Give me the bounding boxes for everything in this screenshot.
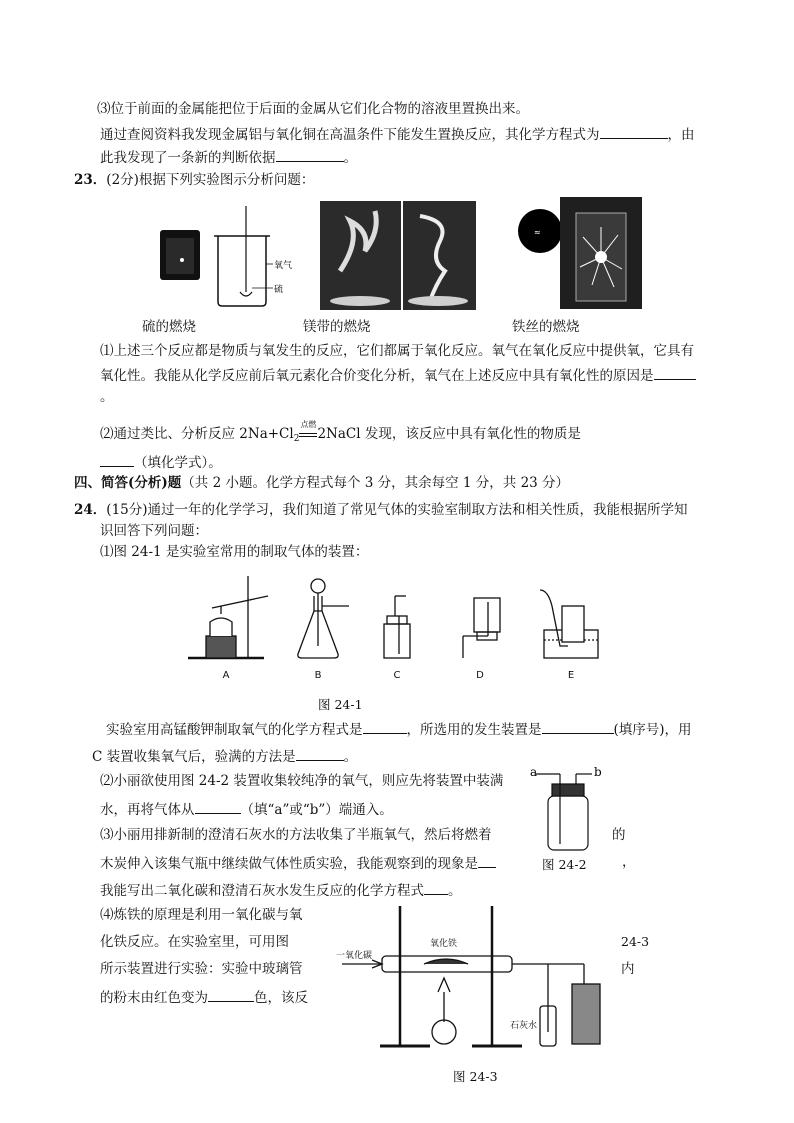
q23-heading: 23．(2分)根据下列实验图示分析问题： xyxy=(74,172,315,188)
q24-p4-line4: 的粉末由红色变为 色，该反 xyxy=(100,987,308,1007)
fe2o3-label: 氧化铁 xyxy=(430,939,458,949)
q24-p2-line1: ⑵小丽欲使用图 24-2 装置收集较纯净的氧气，则应先将装置中装满 xyxy=(100,773,504,789)
q24-p1c: C 装置收集氧气后，验满的方法是 。 xyxy=(92,746,357,766)
q24-p2-line2: 水，再将气体从 （填“a”或“b”）端通入。 xyxy=(100,799,393,819)
label-E: E xyxy=(567,670,575,681)
q24-p4-nei: 内 xyxy=(621,961,635,977)
fig24-2-label-b: b xyxy=(594,765,602,779)
magnesium-photo xyxy=(320,201,476,310)
answer-blank[interactable] xyxy=(296,746,344,761)
answer-blank[interactable] xyxy=(276,147,344,162)
label-A: A xyxy=(222,670,230,681)
limewater-label: 石灰水 xyxy=(510,1021,538,1031)
q24-p3-line1: ⑶小丽用排新制的澄清石灰水的方法收集了半瓶氧气，然后将燃着 xyxy=(100,827,492,843)
q22-line3: 此我发现了一条新的判断依据 。 xyxy=(100,147,357,167)
iron-photo xyxy=(518,197,642,309)
iron-smelting-figure xyxy=(334,902,610,1052)
q24-p1: ⑴图 24-1 是实验室常用的制取气体的装置： xyxy=(100,544,369,560)
q24-p3-line2: 木炭伸入该集气瓶中继续做气体性质实验，我能观察到的现象是 xyxy=(100,853,496,873)
answer-blank[interactable] xyxy=(478,853,496,868)
q23-p1-line2: 氧化性。我能从化学反应前后氧元素化合价变化分析，氧气在上述反应中具有氧化性的原因是 xyxy=(100,365,696,385)
gas-bottle-figure xyxy=(526,762,616,854)
caption-sulfur: 硫的燃烧 xyxy=(142,319,196,335)
fig24-1-caption: 图 24-1 xyxy=(318,697,363,712)
label-C: C xyxy=(393,670,401,681)
q24-p3-comma: ， xyxy=(622,854,636,870)
sulfur-combustion-figure xyxy=(160,206,295,311)
q24-p4-line2: 化铁反应。在实验室里，可用图 xyxy=(100,934,289,950)
q24-p4-ref: 24-3 xyxy=(621,934,650,949)
oxygen-label: 氧气 xyxy=(274,261,293,271)
q23-p1-line3: 。 xyxy=(100,389,114,405)
q22-line2: 通过查阅资料我发现金属铝与氧化铜在高温条件下能发生置换反应，其化学方程式为 ，由 xyxy=(100,124,695,144)
fig24-2-caption: 图 24-2 xyxy=(542,857,587,872)
fig24-3-caption: 图 24-3 xyxy=(453,1069,498,1084)
caption-iron: 铁丝的燃烧 xyxy=(512,319,580,335)
q24-p4-line3: 所示装置进行实验：实验中玻璃管 xyxy=(100,961,303,977)
q23-p1-line1: ⑴上述三个反应都是物质与氧发生的反应，它们都属于氧化反应。氧气在氧化反应中提供氧，它具有 xyxy=(100,343,694,359)
answer-blank[interactable] xyxy=(542,719,614,734)
co-label: 一氧化碳 xyxy=(336,951,373,961)
fig24-2-label-a: a xyxy=(530,765,538,779)
section4-heading: 四、简答(分析)题（共 2 小题。化学方程式每个 3 分，其余每空 1 分，共 23 分） xyxy=(74,475,570,491)
label-D: D xyxy=(476,670,484,681)
gas-apparatus-figure xyxy=(184,566,604,686)
svg-text:≈: ≈ xyxy=(534,228,541,237)
q22-item3: ⑶位于前面的金属能把位于后面的金属从它们化合物的溶液里置换出来。 xyxy=(97,101,529,117)
q24-p3-de: 的 xyxy=(612,827,626,843)
q24-stem-line2: 识回答下列问题： xyxy=(100,523,208,539)
q24-p4-line1: ⑷炼铁的原理是利用一氧化碳与氧 xyxy=(100,907,303,923)
q24-p1b: 实验室用高锰酸钾制取氧气的化学方程式是 ，所选用的发生装置是 (填序号)，用 xyxy=(106,719,692,739)
q23-p2-line2: （填化学式）。 xyxy=(100,452,222,472)
answer-blank[interactable] xyxy=(208,987,254,1002)
caption-magnesium: 镁带的燃烧 xyxy=(303,319,371,335)
sulfur-label: 硫 xyxy=(274,285,284,295)
answer-blank[interactable] xyxy=(600,124,668,139)
label-B: B xyxy=(314,670,322,681)
q23-p2-line1: ⑵通过类比、分析反应 $2Na+Cl_2$ 点燃 2NaCl 发现，该反应中具有氧化性的物质是 xyxy=(100,420,581,444)
answer-blank[interactable] xyxy=(363,719,407,734)
q24-stem-line1: 24．(15分)通过一年的化学学习，我们知道了常见气体的实验室制取方法和相关性质，我能根据所学知 xyxy=(74,502,688,518)
answer-blank[interactable] xyxy=(195,799,241,814)
answer-blank[interactable] xyxy=(654,365,696,380)
answer-blank[interactable] xyxy=(100,452,134,467)
answer-blank[interactable] xyxy=(424,880,448,895)
q24-p3-line3: 我能写出二氧化碳和澄清石灰水发生反应的化学方程式 。 xyxy=(100,880,462,900)
